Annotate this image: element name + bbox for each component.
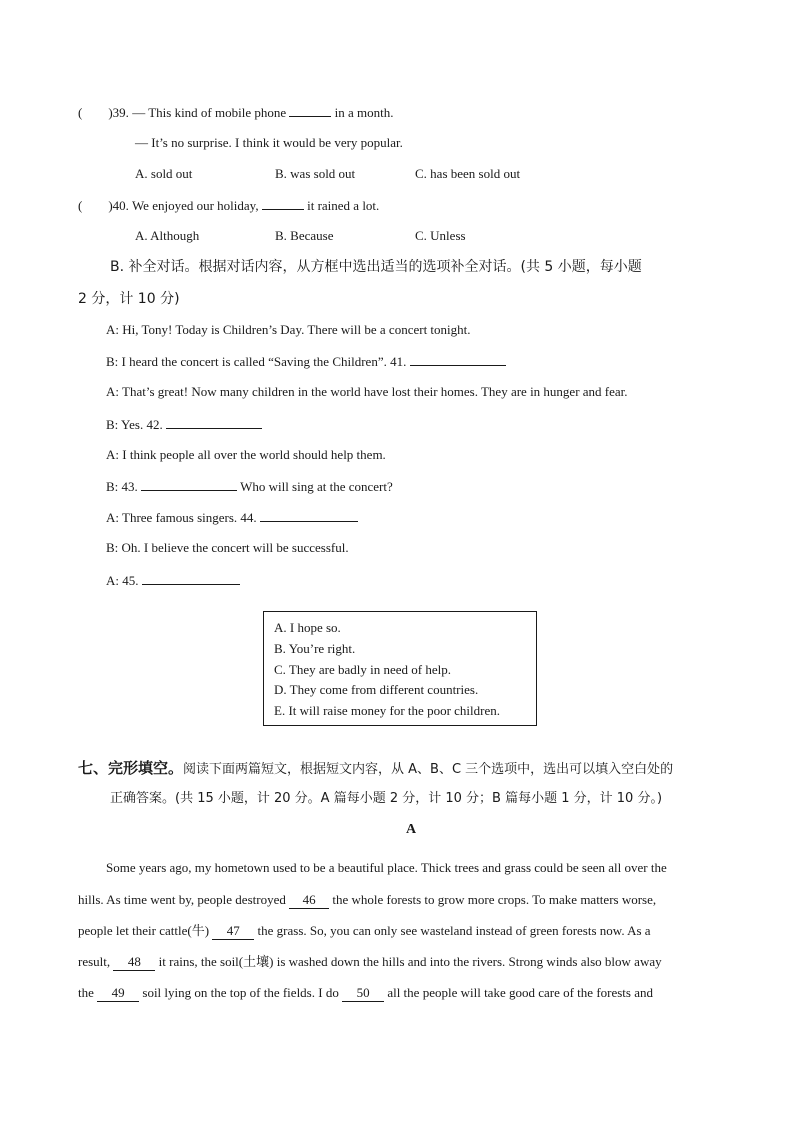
passage-a-line-2-text: hills. As time went by, people destroyed — [78, 892, 286, 907]
q40-option-a[interactable]: A. Although — [135, 228, 200, 243]
passage-a-line-5 — [78, 985, 653, 1002]
q39-number: )39. — [108, 105, 129, 120]
passage-a-line-3 — [78, 923, 651, 940]
dialogue-line-5: A: I think people all over the world should help them. — [106, 447, 386, 462]
dialogue-line-2 — [106, 353, 506, 370]
q39-question-text-end: in a month. — [334, 105, 394, 120]
dialogue-line-4 — [106, 416, 262, 433]
blank-46[interactable]: 46 — [289, 892, 329, 909]
q39-question-text: — This kind of mobile phone — [132, 105, 287, 120]
dialogue-line-3: A: That’s great! Now many children in the world have lost their homes. They are in hunger and fear. — [106, 384, 628, 399]
dialogue-line-1: A: Hi, Tony! Today is Children’s Day. There will be a concert tonight. — [106, 322, 471, 337]
section-7-instruction-line2: 正确答案。(共 15 小题，计 20 分。A 篇每小题 2 分，计 10 分；B 篇每小题 1 分，计 10 分。) — [110, 791, 663, 806]
section-b-instruction-line2: 2 分，计 10 分) — [78, 291, 180, 307]
passage-a-line-4-text: result, — [78, 954, 111, 969]
passage-a-line-5-text-end: all the people will take good care of the forests and — [387, 985, 653, 1000]
dialogue-line-6-text: B: 43. — [106, 479, 138, 494]
passage-a-line-4 — [78, 954, 662, 971]
q39-option-c[interactable]: C. has been sold out — [415, 166, 521, 181]
section-7-instruction-text: 阅读下面两篇短文，根据短文内容，从 A、B、C 三个选项中，选出可以填入空白处的 — [183, 762, 674, 777]
passage-a-line-3-text-end: the grass. So, you can only see wasteland instead of green forests now. As a — [257, 923, 651, 938]
dialogue-line-6 — [106, 478, 393, 495]
q40-question-text: We enjoyed our holiday, — [131, 198, 259, 213]
passage-a-line-2-text-end: the whole forests to grow more crops. To make matters worse, — [332, 892, 657, 907]
passage-a-title: A — [406, 822, 417, 837]
option-b: B. You’re right. — [274, 641, 356, 656]
blank-44[interactable] — [260, 509, 358, 522]
option-box — [263, 611, 537, 726]
option-d: D. They come from different countries. — [274, 682, 479, 697]
dialogue-line-7 — [106, 509, 358, 526]
q39-option-a[interactable]: A. sold out — [135, 166, 193, 181]
q40-option-c[interactable]: C. Unless — [415, 228, 466, 243]
passage-a-line-5-text: the — [78, 985, 94, 1000]
passage-a-line-4-text-end: it rains, the soil(土壤) is washed down the hills and into the rivers. Strong winds also blow away — [158, 954, 662, 969]
section-7-instruction-line1 — [78, 760, 673, 778]
passage-a-line-2 — [78, 892, 656, 909]
dialogue-line-4-text: B: Yes. 42. — [106, 417, 163, 432]
dialogue-line-8: B: Oh. I believe the concert will be successful. — [106, 540, 349, 555]
passage-a-line-1: Some years ago, my hometown used to be a beautiful place. Thick trees and grass could be seen all over the — [106, 860, 667, 875]
dialogue-line-6-text-end: Who will sing at the concert? — [240, 479, 393, 494]
q40-answer-paren-open[interactable]: ( — [78, 198, 83, 213]
passage-a-line-5-text-mid: soil lying on the top of the fields. I do — [142, 985, 339, 1000]
dialogue-line-7-text: A: Three famous singers. 44. — [106, 510, 257, 525]
q40-blank[interactable] — [262, 197, 304, 210]
q39-reply: — It’s no surprise. I think it would be very popular. — [135, 135, 403, 150]
option-c: C. They are badly in need of help. — [274, 662, 452, 677]
blank-42[interactable] — [166, 416, 262, 429]
blank-49[interactable]: 49 — [97, 985, 139, 1002]
section-b-instruction-line1: B. 补全对话。根据对话内容，从方框中选出适当的选项补全对话。(共 5 小题，每小题 — [110, 259, 642, 275]
q40-question-text-end: it rained a lot. — [307, 198, 380, 213]
blank-41[interactable] — [410, 353, 506, 366]
blank-48[interactable]: 48 — [113, 954, 155, 971]
passage-a-line-3-text: people let their cattle(牛) — [78, 923, 210, 938]
blank-43[interactable] — [141, 478, 237, 491]
dialogue-line-2-text: B: I heard the concert is called “Saving the Children”. 41. — [106, 354, 407, 369]
blank-45[interactable] — [142, 572, 240, 585]
q39-question-line — [78, 104, 394, 121]
section-7-heading: 七、完形填空。 — [78, 759, 184, 777]
blank-47[interactable]: 47 — [212, 923, 254, 940]
dialogue-line-9 — [106, 572, 240, 589]
option-e: E. It will raise money for the poor children. — [274, 703, 500, 718]
q39-blank[interactable] — [289, 104, 331, 117]
dialogue-line-9-text: A: 45. — [106, 573, 139, 588]
q40-option-b[interactable]: B. Because — [275, 228, 334, 243]
q39-answer-paren-open[interactable]: ( — [78, 105, 83, 120]
q40-number: )40. — [108, 198, 129, 213]
q39-option-b[interactable]: B. was sold out — [275, 166, 356, 181]
q40-question-line — [78, 197, 379, 214]
option-a: A. I hope so. — [274, 620, 341, 635]
blank-50[interactable]: 50 — [342, 985, 384, 1002]
